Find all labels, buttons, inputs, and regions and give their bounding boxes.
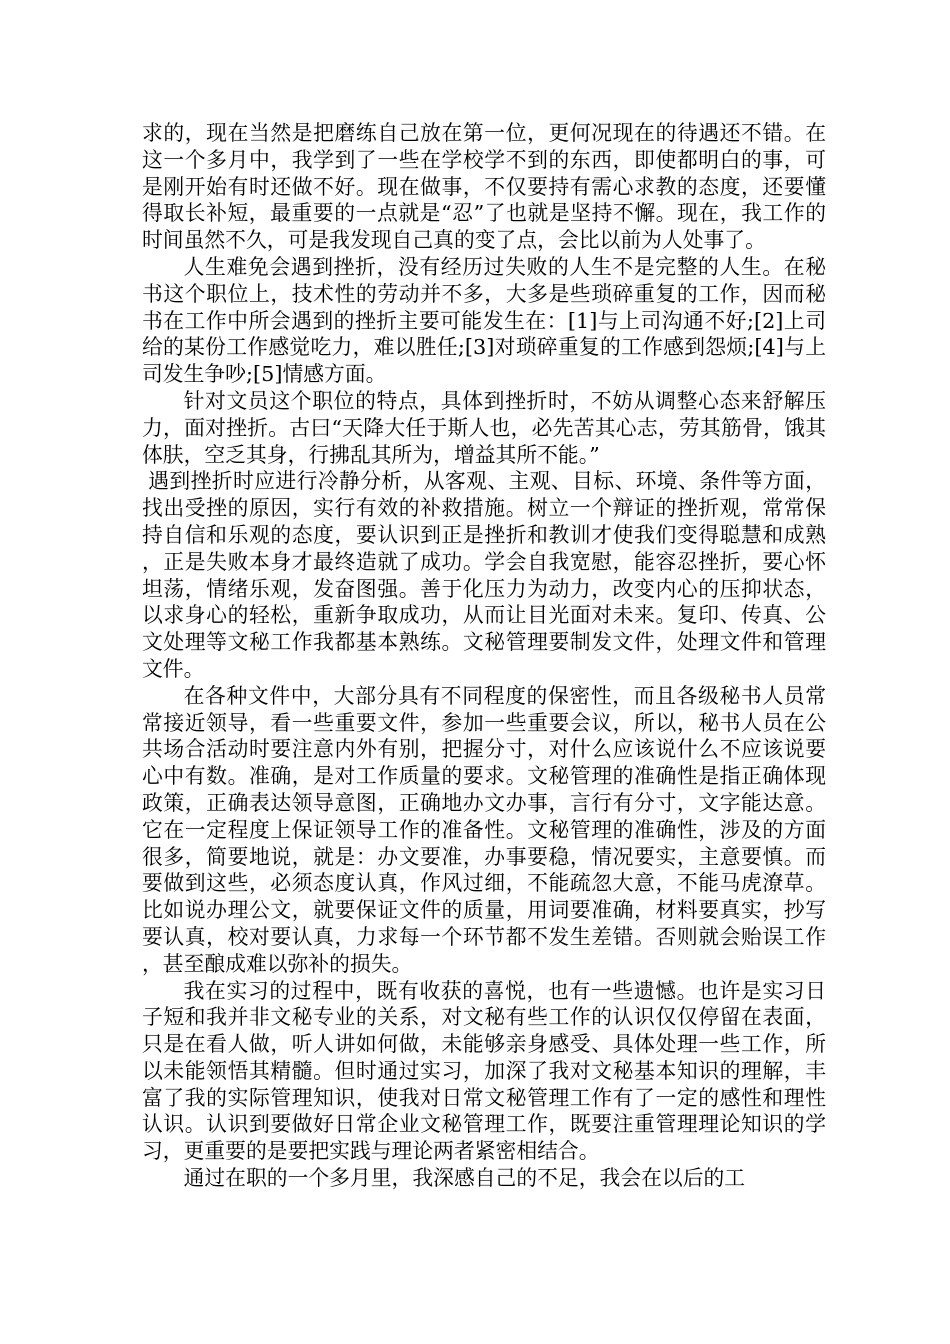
paragraph-1: 求的，现在当然是把磨练自己放在第一位，更何况现在的待遇还不错。在这一个多月中，我学到了一些在学校学不到的东西，即使都明白的事，可是刚开始有时还做不好。现在做事，不仅要持有需心求教的态度，还要懂得取长补短，最重要的一点就是“忍”了也就是坚持不懈。现在，我工作的时间虽然不久，可是我发现自己真的变了点，会比以前为人处事了。 <box>142 121 826 253</box>
paragraph-7: 通过在职的一个多月里，我深感自己的不足，我会在以后的工 <box>183 1166 746 1191</box>
paragraph-2: 人生难免会遇到挫折，没有经历过失败的人生不是完整的人生。在秘书这个职位上，技术性的劳动并不多，大多是些琐碎重复的工作，因而秘书在工作中所会遇到的挫折主要可能发生在：[1]与上司沟通不好;[2]上司给的某份工作感觉吃力，难以胜任;[3]对琐碎重复的工作感到怨烦;[4]与上司发生争吵;[5]情感方面。 <box>142 254 826 387</box>
paragraph-5: 在各种文件中，大部分具有不同程度的保密性，而且各级秘书人员常常接近领导，看一些重要文件，参加一些重要会议，所以，秘书人员在公共场合活动时要注意内外有别，把握分寸，对什么应该说什么不应该说要心中有数。准确，是对工作质量的要求。文秘管理的准确性是指正确体现政策，正确表达领导意图，正确地办文办事，言行有分寸，文字能达意。它在一定程度上保证领导工作的准备性。文秘管理的准确性，涉及的方面很多，简要地说，就是：办文要准，办事要稳，情况要实，主意要慎。而要做到这些，必须态度认真，作风过细，不能疏忽大意，不能马虎潦草。比如说办理公文，就要保证文件的质量，用词要准确，材料要真实，抄写要认真，校对要认真，力求每一个环节都不发生差错。否则就会贻误工作，甚至酿成难以弥补的损失。 <box>142 683 826 976</box>
paragraph-3: 针对文员这个职位的特点，具体到挫折时，不妨从调整心态来舒解压力，面对挫折。古曰“天降大任于斯人也，必先苦其心志，劳其筋骨，饿其体肤，空乏其身，行拂乱其所为，增益其所不能。” <box>142 388 826 467</box>
paragraph-6: 我在实习的过程中，既有收获的喜悦，也有一些遗憾。也许是实习日子短和我并非文秘专业的关系，对文秘有些工作的认识仅仅停留在表面，只是在看人做，听人讲如何做，未能够亲身感受、具体处理一些工作，所以未能领悟其精髓。但时通过实习，加深了我对文秘基本知识的理解，丰富了我的实际管理知识，使我对日常文秘管理工作有了一定的感性和理性认识。认识到要做好日常企业文秘管理工作，既要注重管理理论知识的学习，更重要的是要把实践与理论两者紧密相结合。 <box>142 978 826 1164</box>
paragraph-4: 遇到挫折时应进行冷静分析，从客观、主观、目标、环境、条件等方面，找出受挫的原因，实行有效的补救措施。树立一个辩证的挫折观，常常保持自信和乐观的态度，要认识到正是挫折和教训才使我们变得聪慧和成熟，正是失败本身才最终造就了成功。学会自我宽慰，能容忍挫折，要心怀坦荡，情绪乐观，发奋图强。善于化压力为动力，改变内心的压抑状态，以求身心的轻松，重新争取成功，从而让目光面对未来。复印、传真、公文处理等文秘工作我都基本熟练。文秘管理要制发文件，处理文件和管理文件。 <box>142 469 826 681</box>
document-page <box>142 120 826 1192</box>
